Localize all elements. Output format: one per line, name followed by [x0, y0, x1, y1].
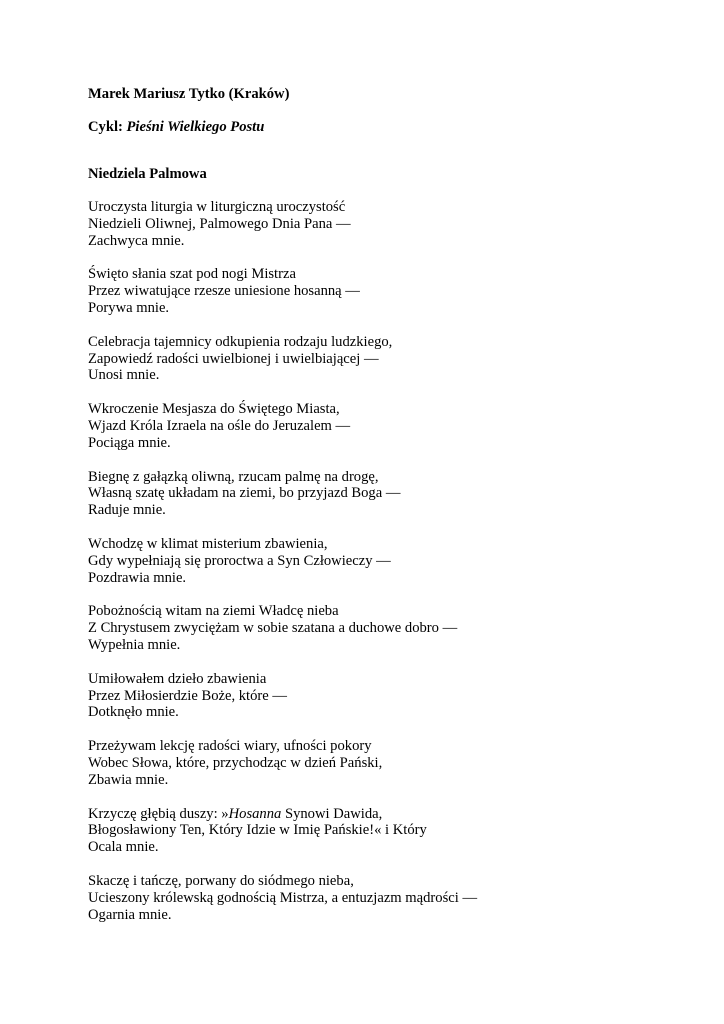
poem-line: Zachwyca mnie. — [88, 232, 185, 249]
stanza — [88, 334, 688, 384]
poem-line: Krzyczę głębią duszy: »Hosanna Synowi Dawida, — [88, 805, 383, 822]
poem-line: Zapowiedź radości uwielbionej i uwielbiającej — — [88, 350, 379, 367]
poem-line: Niedzieli Oliwnej, Palmowego Dnia Pana — — [88, 215, 351, 232]
poem-line: Wypełnia mnie. — [88, 636, 181, 653]
stanza — [88, 738, 688, 788]
poem-line: Gdy wypełniają się proroctwa a Syn Człowieczy — — [88, 552, 391, 569]
poem-line: Umiłowałem dzieło zbawienia — [88, 670, 267, 687]
poem-line: Przeżywam lekcję radości wiary, ufności pokory — [88, 738, 372, 755]
stanza — [88, 806, 688, 856]
poem-line: Biegnę z gałązką oliwną, rzucam palmę na drogę, — [88, 468, 379, 485]
stanza — [88, 199, 688, 249]
poem-title: Niedziela Palmowa — [88, 166, 207, 182]
cycle-label: Cykl: — [88, 119, 127, 135]
stanza — [88, 603, 688, 653]
poem-line: Unosi mnie. — [88, 367, 160, 384]
poem-line: Pociąga mnie. — [88, 434, 171, 451]
stanza — [88, 671, 688, 721]
italic-word: Hosanna — [228, 805, 282, 822]
poem-line: Z Chrystusem zwyciężam w sobie szatana a duchowe dobro — — [88, 620, 458, 637]
document-page — [88, 86, 688, 940]
cycle-title: Pieśni Wielkiego Postu — [126, 119, 265, 135]
cycle-line — [88, 119, 688, 136]
poem-line: Wchodzę w klimat misterium zbawienia, — [88, 535, 328, 552]
poem-line: Wjazd Króla Izraela na ośle do Jeruzalem — — [88, 417, 351, 434]
poem-line: Zbawia mnie. — [88, 771, 169, 788]
stanza — [88, 873, 688, 923]
stanza — [88, 469, 688, 519]
poem-line: Uroczysta liturgia w liturgiczną uroczystość — [88, 199, 346, 215]
poem-line: Skaczę i tańczę, porwany do siódmego nieba, — [88, 872, 354, 889]
poem-line: Raduje mnie. — [88, 502, 166, 519]
poem-line: Własną szatę układam na ziemi, bo przyjazd Boga — — [88, 485, 401, 502]
poem-line: Błogosławiony Ten, Który Idzie w Imię Pańskie!« i Który — [88, 822, 427, 839]
poem-line: Porywa mnie. — [88, 299, 170, 316]
poem-line: Ucieszony królewską godnością Mistrza, a entuzjazm mądrości — — [88, 889, 478, 906]
author-line: Marek Mariusz Tytko (Kraków) — [88, 86, 290, 102]
poem-line: Ogarnia mnie. — [88, 906, 172, 923]
stanza — [88, 266, 688, 316]
poem-line: Celebracja tajemnicy odkupienia rodzaju ludzkiego, — [88, 333, 393, 350]
poem-line: Pobożnością witam na ziemi Władcę nieba — [88, 603, 339, 620]
stanza — [88, 536, 688, 586]
poem-line: Ocala mnie. — [88, 839, 159, 856]
stanza — [88, 401, 688, 451]
poem-line: Pozdrawia mnie. — [88, 569, 187, 586]
poem-line: Przez wiwatujące rzesze uniesione hosanną — — [88, 283, 360, 300]
poem-body — [88, 199, 688, 923]
poem-line: Przez Miłosierdzie Boże, które — — [88, 687, 287, 704]
poem-line: Dotknęło mnie. — [88, 704, 179, 721]
poem-line: Święto słania szat pod nogi Mistrza — [88, 266, 296, 283]
poem-line: Wobec Słowa, które, przychodząc w dzień Pański, — [88, 754, 383, 771]
poem-line: Wkroczenie Mesjasza do Świętego Miasta, — [88, 401, 340, 418]
